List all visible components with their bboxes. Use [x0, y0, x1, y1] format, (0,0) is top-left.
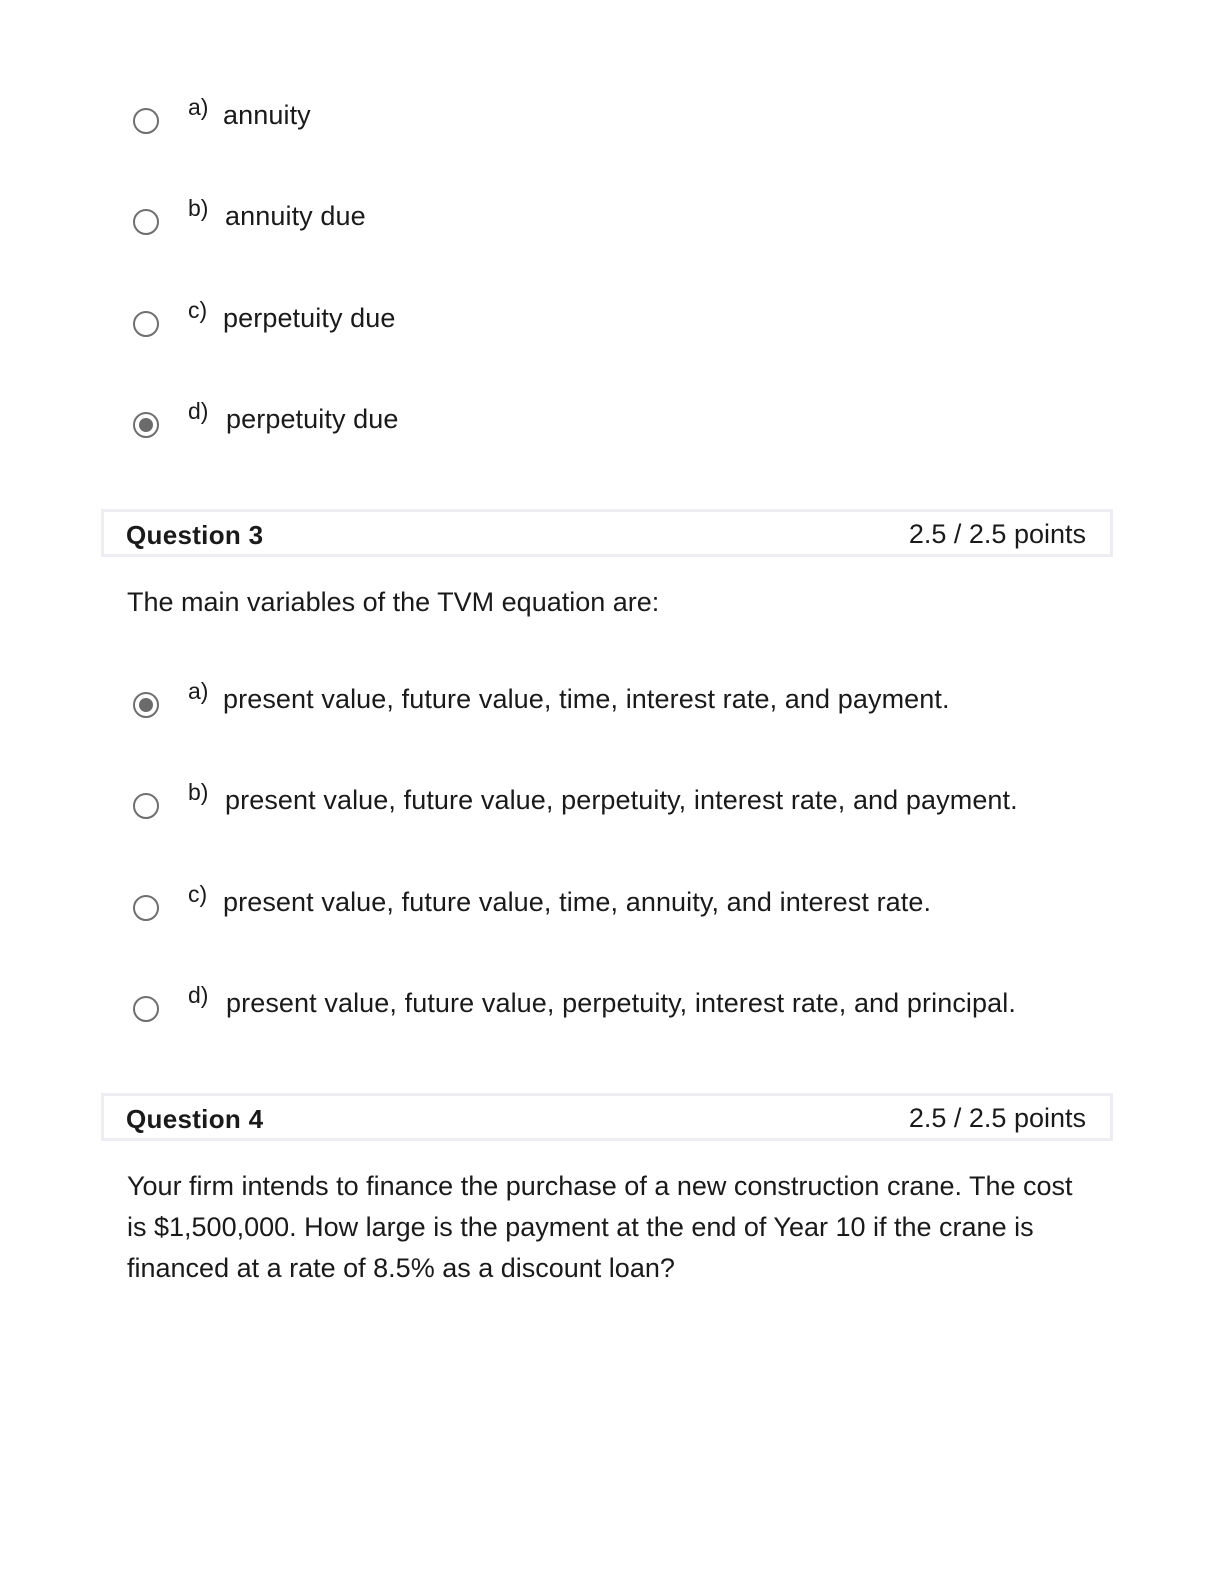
q3-option-c-letter: c) [188, 881, 208, 907]
question-4-title: Question 4 [126, 1104, 264, 1134]
question-3-prompt: The main variables of the TVM equation are: [127, 587, 660, 617]
q3-option-a-letter: a) [188, 678, 209, 704]
q3-option-c-radio[interactable] [133, 895, 159, 921]
q2-option-a[interactable] [133, 94, 1093, 148]
q2-option-d[interactable] [133, 398, 1093, 452]
q2-option-c-text: perpetuity due [223, 303, 396, 333]
q2-option-b[interactable] [133, 195, 1093, 249]
q2-option-a-letter: a) [188, 94, 209, 120]
q2-option-c-letter: c) [188, 297, 208, 323]
q3-option-a-text: present value, future value, time, interest rate, and payment. [223, 684, 950, 714]
q3-option-b-text: present value, future value, perpetuity, interest rate, and payment. [225, 785, 1018, 815]
q3-option-b[interactable] [133, 779, 1093, 833]
q3-option-c[interactable] [133, 881, 1093, 935]
q2-option-a-text: annuity [223, 100, 311, 130]
question-3-header [101, 509, 1113, 557]
q3-option-a-radio[interactable] [133, 692, 159, 718]
q3-option-b-letter: b) [188, 779, 209, 805]
q3-option-d[interactable] [133, 982, 1093, 1036]
q3-option-c-text: present value, future value, time, annuity, and interest rate. [223, 887, 932, 917]
q2-option-d-letter: d) [188, 398, 209, 424]
q3-option-d-letter: d) [188, 982, 209, 1008]
q2-option-b-letter: b) [188, 195, 209, 221]
question-4-header [101, 1093, 1113, 1141]
q3-option-a[interactable] [133, 678, 1093, 732]
question-4-points: 2.5 / 2.5 points [908, 1103, 1086, 1133]
q2-option-d-radio[interactable] [133, 412, 159, 438]
question-3-title: Question 3 [126, 520, 264, 550]
q2-option-b-radio[interactable] [133, 209, 159, 235]
q2-option-c-radio[interactable] [133, 311, 159, 337]
question-3-points: 2.5 / 2.5 points [908, 519, 1086, 549]
q2-option-c[interactable] [133, 297, 1093, 351]
q3-option-b-radio[interactable] [133, 793, 159, 819]
q2-option-b-text: annuity due [225, 201, 366, 231]
q2-option-d-text: perpetuity due [226, 404, 399, 434]
q3-option-d-text: present value, future value, perpetuity, interest rate, and principal. [226, 988, 1016, 1018]
q3-option-d-radio[interactable] [133, 996, 159, 1022]
question-4-prompt: Your firm intends to finance the purchase of a new construction crane. The cost is $1,500,000. How large is the payment at the end of Year 10 if the crane is financed at a rate of 8.5% as a discount loan? [127, 1171, 1073, 1283]
q2-option-a-radio[interactable] [133, 108, 159, 134]
